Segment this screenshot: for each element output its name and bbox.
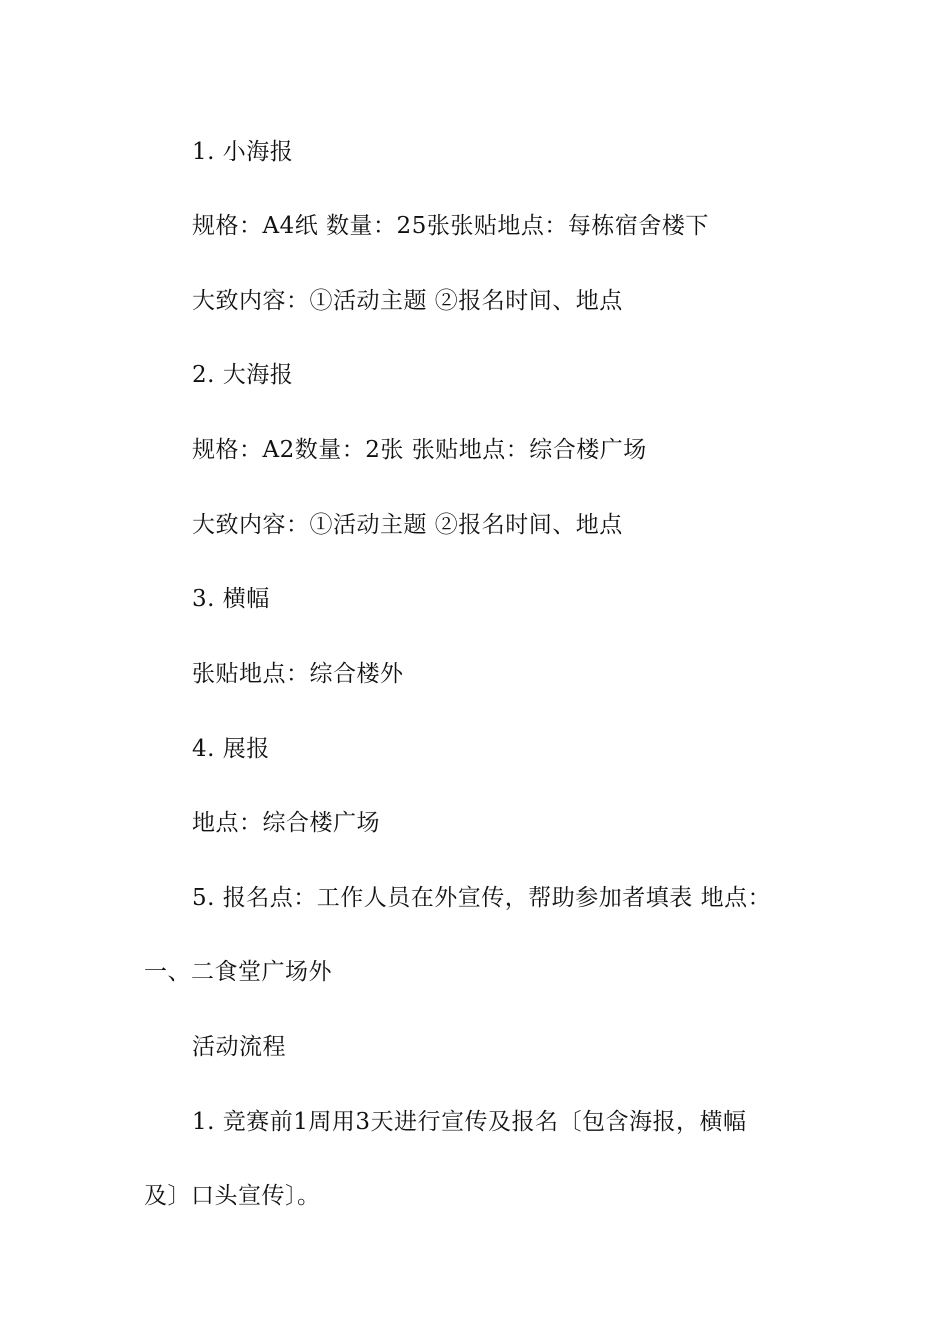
registration-point: 5. 报名点：工作人员在外宣传，帮助参加者填表 地点： [192, 885, 772, 911]
registration-location: 一、二食堂广场外 [144, 959, 332, 985]
small-poster-spec: 规格：A4纸 数量：25张张贴地点：每栋宿舍楼下 [192, 213, 709, 239]
large-poster-content: 大致内容：①活动主题 ②报名时间、地点 [192, 512, 623, 538]
banner-location: 张贴地点：综合楼外 [192, 661, 404, 687]
process-step-1: 1. 竞赛前1周用3天进行宣传及报名〔包含海报，横幅 [192, 1109, 747, 1135]
process-step-1-continued: 及〕口头宣传〕。 [144, 1183, 321, 1209]
section-heading-process: 活动流程 [192, 1034, 286, 1060]
item-banner-heading: 3. 横幅 [192, 586, 270, 612]
item-small-poster-heading: 1. 小海报 [192, 139, 294, 165]
small-poster-content: 大致内容：①活动主题 ②报名时间、地点 [192, 288, 623, 314]
item-large-poster-heading: 2. 大海报 [192, 362, 294, 388]
exhibition-location: 地点：综合楼广场 [192, 810, 380, 836]
item-exhibition-heading: 4. 展报 [192, 736, 270, 762]
large-poster-spec: 规格：A2数量：2张 张贴地点：综合楼广场 [192, 437, 647, 463]
